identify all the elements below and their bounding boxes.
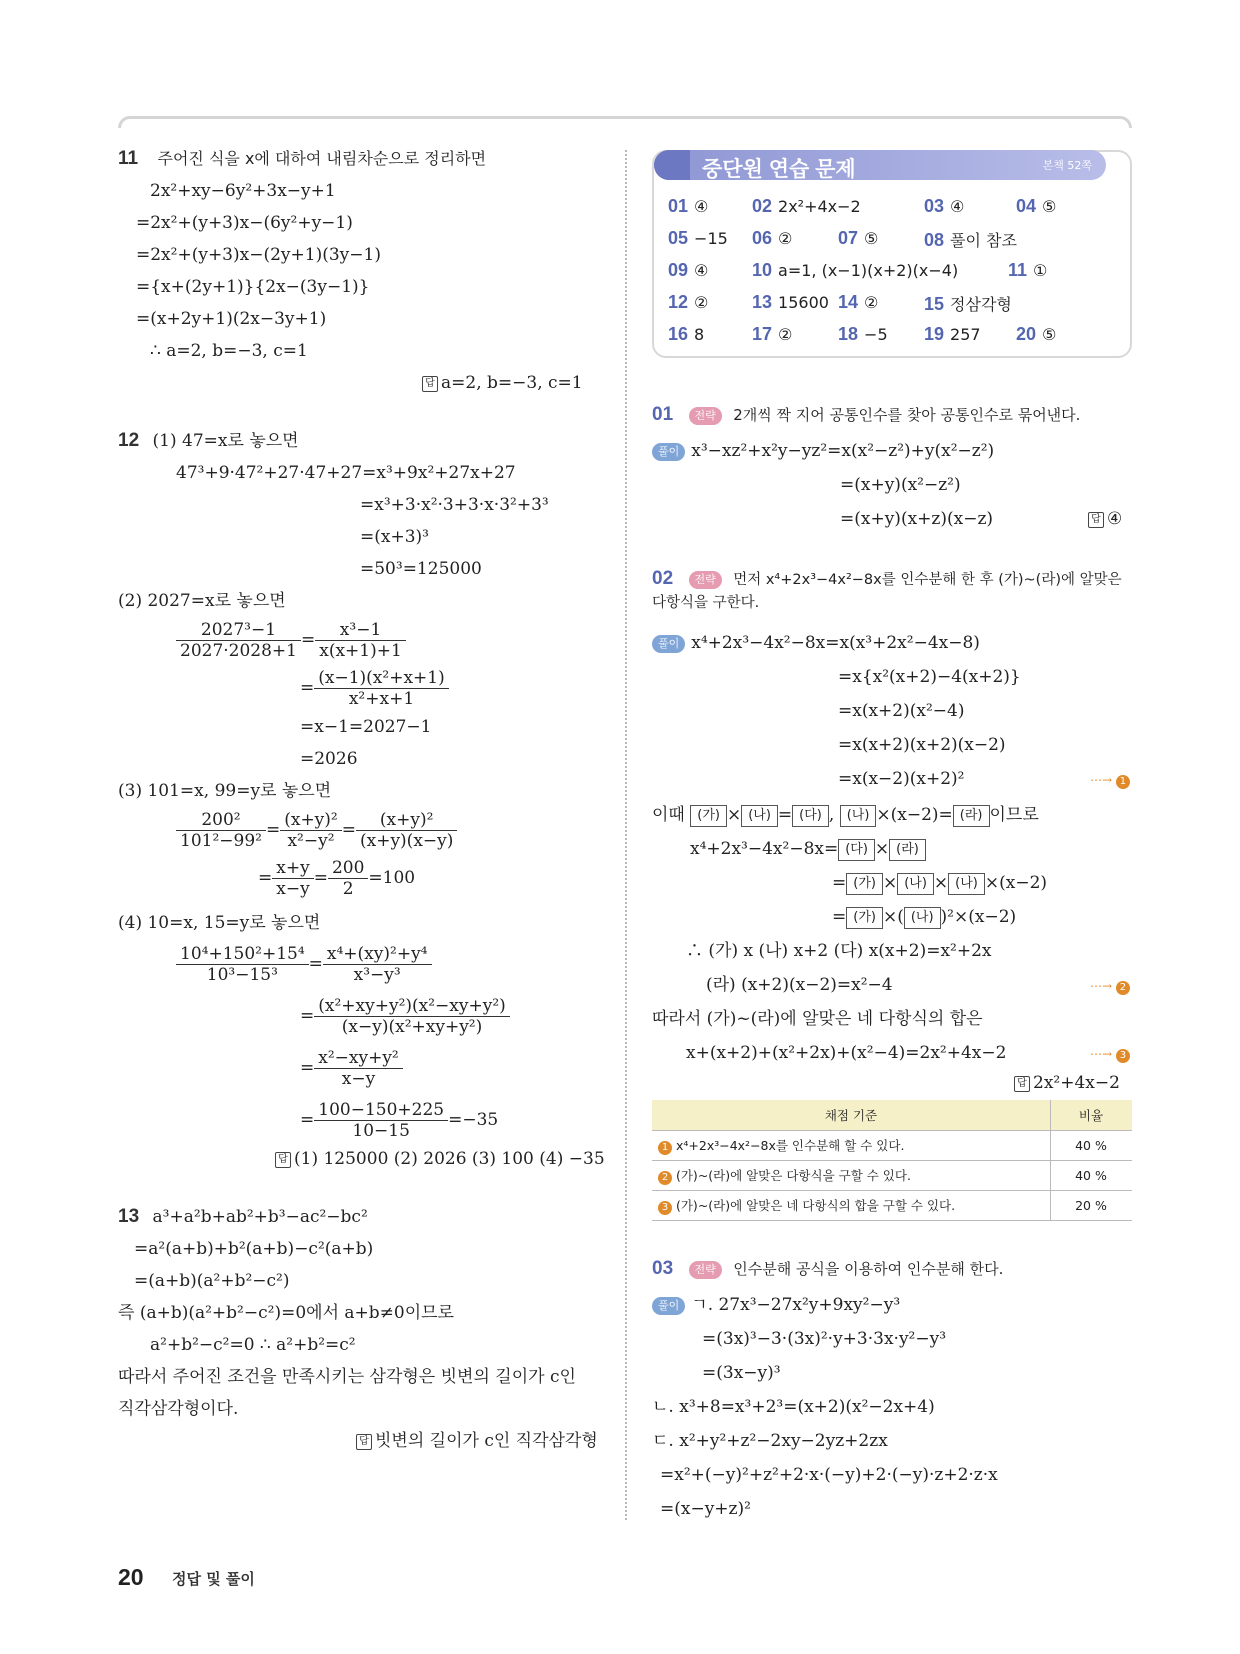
answer-item: 16 8 bbox=[668, 324, 705, 344]
equation-line: =2026 bbox=[300, 749, 358, 769]
answer-item: 08 풀이 참조 bbox=[924, 230, 1017, 250]
equation-line: =(a+b)(a²+b²−c²) bbox=[134, 1271, 290, 1291]
problem-03-header bbox=[652, 1258, 1003, 1280]
answer-item: 14 ② bbox=[838, 292, 879, 312]
answer-item: 02 2x²+4x−2 bbox=[752, 196, 861, 216]
answer-item: 11 ① bbox=[1008, 260, 1048, 280]
scoring-table bbox=[652, 1100, 1132, 1221]
table-row: 3 (가)~(라)에 알맞은 네 다항식의 합을 구할 수 있다. 20 % bbox=[652, 1191, 1132, 1221]
equation-line: =(3x−y)³ bbox=[702, 1363, 781, 1383]
answer-item: 19 257 bbox=[924, 324, 981, 344]
answer-item: 07 ⑤ bbox=[838, 228, 879, 248]
answer-line: 답 ④ bbox=[1088, 508, 1122, 530]
strategy-text-cont: 다항식을 구한다. bbox=[652, 595, 760, 611]
equation-line: =x³+3·x²·3+3·x·3²+3³ bbox=[360, 495, 549, 515]
page-number: 20 bbox=[118, 1564, 144, 1590]
step-marker: ⋯→ 3 bbox=[1090, 1042, 1130, 1065]
table-row: 2 (가)~(라)에 알맞은 다항식을 구할 수 있다. 40 % bbox=[652, 1161, 1132, 1191]
strategy-text: 2개씩 짝 지어 공통인수를 찾아 공통인수로 묶어낸다. bbox=[733, 406, 1081, 424]
fraction: $\frac{\text{x²−xy+y²}}{x-y}$ bbox=[314, 1048, 403, 1089]
answer-item: 05 −15 bbox=[668, 228, 728, 248]
answer-item: 20 ⑤ bbox=[1016, 324, 1057, 344]
answer-icon: 답 bbox=[356, 1434, 372, 1450]
equation-line: ∴ a=2, b=−3, c=1 bbox=[150, 341, 308, 361]
equation-line: a²+b²−c²=0 ∴ a²+b²=c² bbox=[150, 1335, 356, 1355]
fraction-row: = $\frac{\text{(x−1)(x²+x+1)}}{\text{x²+x+1}}$ bbox=[300, 668, 449, 709]
problem-11-header bbox=[118, 148, 486, 170]
sub-question: (1) 47=x로 놓으면 bbox=[152, 431, 299, 451]
problem-02-header bbox=[652, 568, 1122, 591]
equation-line: ={x+(2y+1)}{2x−(3y−1)} bbox=[136, 277, 370, 297]
text-line: 따라서 주어진 조건을 만족시키는 삼각형은 빗변의 길이가 c인 bbox=[118, 1367, 576, 1387]
equation-line: =2x²+(y+3)x−(6y²+y−1) bbox=[136, 213, 353, 233]
answer-item: 10 a=1, (x−1)(x+2)(x−4) bbox=[752, 260, 959, 280]
problem-number: 02 bbox=[652, 568, 674, 589]
equation-line: =x(x+2)(x²−4) bbox=[838, 701, 965, 721]
solution-line: 풀이 ㄱ. 27x³−27x²y+9xy²−y³ bbox=[652, 1294, 900, 1316]
fraction: $\frac{\text{(x²+xy+y²)(x²−xy+y²)}}{\text{(x−y)(x²+xy+y²)}}$ bbox=[314, 996, 510, 1037]
step-marker: ⋯→ 2 bbox=[1090, 974, 1130, 997]
answer-icon: 답 bbox=[422, 376, 438, 392]
answer-text: 빗변의 길이가 c인 직각삼각형 bbox=[375, 1431, 598, 1451]
fraction: $\frac{\text{200²}}{\text{101²−99²}}$ bbox=[176, 810, 266, 851]
fraction: $\frac{\text{10⁴+150²+15⁴}}{\text{10³−15³}}$ bbox=[176, 944, 309, 985]
answer-text: (1) 125000 (2) 2026 (3) 100 (4) −35 bbox=[294, 1149, 605, 1169]
fraction: $\frac{\text{(x+y)²}}{(x+y)(x-y)}$ bbox=[356, 810, 457, 851]
equation-line: (라) (x+2)(x−2)=x²−4 bbox=[706, 975, 893, 995]
equation-line: =(x+2y+1)(2x−3y+1) bbox=[136, 309, 327, 329]
equation-line: =(x+y)(x²−z²) bbox=[840, 475, 961, 495]
fraction-row: $\frac{\text{200²}}{\text{101²−99²}}$ = $\frac{\text{(x+y)²}}{\text{x²−y²}}$ = $\frac{\text{(x+y)²}}{(x+y)(x-y)}$ bbox=[176, 810, 457, 851]
fraction-row: = $\frac{\text{x²−xy+y²}}{x-y}$ bbox=[300, 1048, 403, 1089]
answer-item: 15 정삼각형 bbox=[924, 294, 1012, 314]
problem-01-header bbox=[652, 404, 1080, 426]
fraction: $\frac{\text{(x+y)²}}{\text{x²−y²}}$ bbox=[280, 810, 342, 851]
equation-line: ∴ (가) x (나) x+2 (다) x(x+2)=x²+2x bbox=[686, 941, 992, 961]
text-line: 즉 (a+b)(a²+b²−c²)=0에서 a+b≠0이므로 bbox=[118, 1303, 454, 1323]
box-equation-line: = (가) × (나) × (나) ×(x−2) bbox=[832, 873, 1048, 893]
answer-item: 13 15600 bbox=[752, 292, 829, 312]
answer-item: 12 ② bbox=[668, 292, 709, 312]
ratio-header: 비율 bbox=[1051, 1100, 1133, 1131]
box-equation-line: x⁴+2x³−4x²−8x= (다) × (라) bbox=[690, 838, 926, 861]
equation-line: =2x²+(y+3)x−(2y+1)(3y−1) bbox=[136, 245, 381, 265]
fraction: $\frac{100-150+225}{10-15}$ bbox=[314, 1100, 448, 1141]
fraction-row: = $\frac{100-150+225}{10-15}$ =−35 bbox=[300, 1100, 499, 1141]
strategy-badge: 전략 bbox=[689, 1261, 722, 1279]
equation-line: =(x−y+z)² bbox=[660, 1499, 751, 1519]
table-header bbox=[652, 1100, 1132, 1131]
answer-item: 04 ⑤ bbox=[1016, 196, 1057, 216]
solution-badge: 풀이 bbox=[652, 1297, 685, 1315]
problem-12-header bbox=[118, 430, 299, 452]
strategy-text: 먼저 x⁴+2x³−4x²−8x를 인수분해 한 후 (가)~(라)에 알맞은 bbox=[733, 572, 1122, 588]
strategy-badge: 전략 bbox=[689, 571, 722, 589]
answer-item: 03 ④ bbox=[924, 196, 965, 216]
problem-number: 03 bbox=[652, 1258, 674, 1279]
table-row: 1 x⁴+2x³−4x²−8x를 인수분해 할 수 있다. 40 % bbox=[652, 1131, 1132, 1161]
answer-line bbox=[275, 1148, 605, 1170]
answer-line bbox=[356, 1430, 598, 1452]
summary-header bbox=[654, 150, 1106, 180]
equation-line: =x{x²(x+2)−4(x+2)} bbox=[838, 667, 1021, 687]
answer-icon: 답 bbox=[275, 1152, 291, 1168]
equation-line: =(3x)³−3·(3x)²·y+3·3x·y²−y³ bbox=[702, 1329, 947, 1349]
answer-icon: 답 bbox=[1088, 512, 1104, 528]
answer-text: a=2, b=−3, c=1 bbox=[441, 373, 583, 393]
page-reference: 본책 52쪽 bbox=[1042, 159, 1092, 172]
fraction-row: $\frac{\text{10⁴+150²+15⁴}}{\text{10³−15³}}$ = $\frac{\text{x⁴+(xy)²+y⁴}}{\text{x³−y³}}$ bbox=[176, 944, 432, 985]
answer-line: 답 2x²+4x−2 bbox=[1014, 1072, 1120, 1094]
strategy-badge: 전략 bbox=[689, 407, 722, 425]
equation-line: =x²+(−y)²+z²+2·x·(−y)+2·(−y)·z+2·z·x bbox=[660, 1465, 998, 1485]
problem-intro: 주어진 식을 x에 대하여 내림차순으로 정리하면 bbox=[157, 149, 487, 168]
sub-question: (4) 10=x, 15=y로 놓으면 bbox=[118, 913, 321, 933]
text-line: 직각삼각형이다. bbox=[118, 1399, 239, 1419]
criteria-header: 채점 기준 bbox=[652, 1100, 1051, 1131]
sub-question: (2) 2027=x로 놓으면 bbox=[118, 591, 286, 611]
strategy-text: 인수분해 공식을 이용하여 인수분해 한다. bbox=[733, 1260, 1004, 1278]
sub-question: (3) 101=x, 99=y로 놓으면 bbox=[118, 781, 332, 801]
fraction-row: $\frac{\text{2027³−1}}{2027\cdot 2028+1}$ = $\frac{\text{x³−1}}{x(x+1)+1}$ bbox=[176, 620, 406, 661]
equation-line: ㄴ. x³+8=x³+2³=(x+2)(x²−2x+4) bbox=[652, 1397, 935, 1417]
solution-line: 풀이 x⁴+2x³−4x²−8x=x(x³+2x²−4x−8) bbox=[652, 632, 980, 654]
answer-item: 17 ② bbox=[752, 324, 793, 344]
fraction: $\frac{\text{2027³−1}}{2027\cdot 2028+1}$ bbox=[176, 620, 301, 661]
answer-item: 09 ④ bbox=[668, 260, 709, 280]
equation-line: =(x+y)(x+z)(x−z) bbox=[840, 509, 994, 529]
answer-item: 01 ④ bbox=[668, 196, 709, 216]
problem-13-header bbox=[118, 1206, 368, 1228]
problem-number: 13 bbox=[118, 1206, 140, 1227]
solution-line: 풀이 x³−xz²+x²y−yz²=x(x²−z²)+y(x²−z²) bbox=[652, 440, 994, 462]
fraction: $\frac{\text{x³−1}}{x(x+1)+1}$ bbox=[315, 620, 406, 661]
equation: a³+a²b+ab²+b³−ac²−bc² bbox=[152, 1207, 368, 1227]
answer-icon: 답 bbox=[1014, 1076, 1030, 1092]
problem-number: 12 bbox=[118, 430, 140, 451]
box-equation-line: 이때 (가) × (나) = (다) , (나) ×(x−2)= (라) 이므로 bbox=[652, 805, 1039, 825]
answer-line bbox=[422, 372, 583, 394]
equation-line: 2x²+xy−6y²+3x−y+1 bbox=[150, 181, 336, 201]
fraction: $\frac{\text{x⁴+(xy)²+y⁴}}{\text{x³−y³}}$ bbox=[323, 944, 432, 985]
top-border bbox=[118, 116, 1132, 128]
box-equation-line: = (가) ×( (나) )²×(x−2) bbox=[832, 907, 1017, 927]
fraction: $\frac{\text{(x−1)(x²+x+1)}}{\text{x²+x+1}}$ bbox=[314, 668, 448, 709]
equation-line: 47³+9·47²+27·47+27=x³+9x²+27x+27 bbox=[176, 463, 516, 483]
section-title: 정답 및 풀이 bbox=[172, 1570, 255, 1588]
text-line: 따라서 (가)~(라)에 알맞은 네 다항식의 합은 bbox=[652, 1009, 983, 1029]
fraction-row: = $\frac{x+y}{x-y}$ = $\frac{200}{2}$ =100 bbox=[258, 858, 416, 899]
equation-line: =x(x−2)(x+2)² bbox=[838, 769, 965, 789]
solution-badge: 풀이 bbox=[652, 443, 685, 461]
equation-line: =50³=125000 bbox=[360, 559, 482, 579]
summary-title: 중단원 연습 문제 bbox=[702, 158, 856, 181]
solution-badge: 풀이 bbox=[652, 635, 685, 653]
fraction: $\frac{200}{2}$ bbox=[328, 858, 368, 899]
equation-line: =a²(a+b)+b²(a+b)−c²(a+b) bbox=[134, 1239, 374, 1259]
column-divider bbox=[625, 150, 627, 1520]
equation-line: x+(x+2)+(x²+2x)+(x²−4)=2x²+4x−2 bbox=[686, 1043, 1007, 1063]
fraction: $\frac{x+y}{x-y}$ bbox=[272, 858, 313, 899]
fraction-row: = $\frac{\text{(x²+xy+y²)(x²−xy+y²)}}{\text{(x−y)(x²+xy+y²)}}$ bbox=[300, 996, 510, 1037]
problem-number: 11 bbox=[118, 148, 139, 169]
equation-line: =(x+3)³ bbox=[360, 527, 429, 547]
problem-number: 01 bbox=[652, 404, 674, 425]
answer-item: 06 ② bbox=[752, 228, 793, 248]
answer-item: 18 −5 bbox=[838, 324, 888, 344]
equation-line: ㄷ. x²+y²+z²−2xy−2yz+2zx bbox=[652, 1431, 888, 1451]
step-marker: ⋯→ 1 bbox=[1090, 768, 1130, 791]
header-tab-icon bbox=[654, 150, 690, 180]
equation-line: =x−1=2027−1 bbox=[300, 717, 432, 737]
equation-line: =x(x+2)(x+2)(x−2) bbox=[838, 735, 1006, 755]
